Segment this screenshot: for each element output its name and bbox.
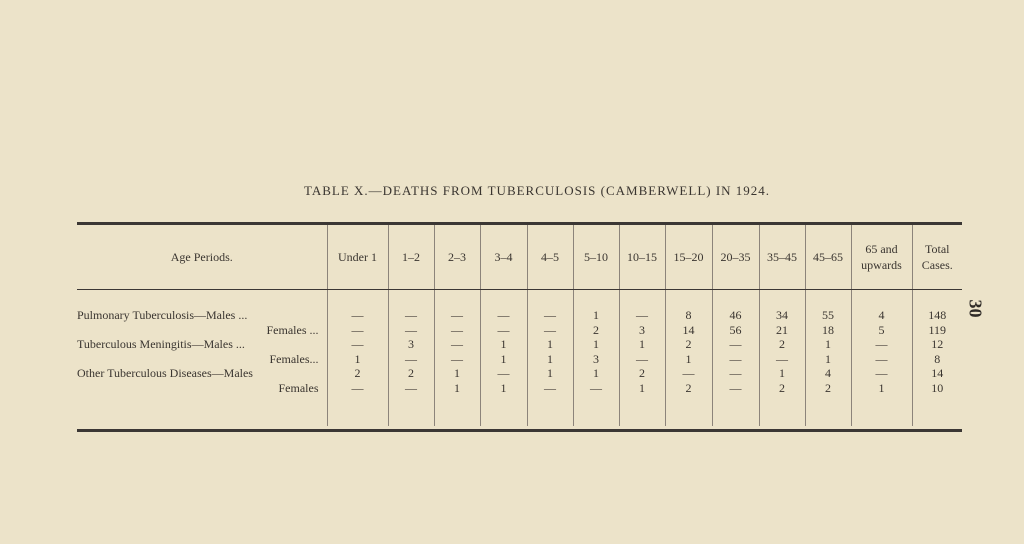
col-header-5-10: 5–10 [573,225,619,290]
table-cell: 4 [805,366,851,381]
table-cell: 34 [759,308,805,323]
row-label: Females [278,380,319,395]
table-cell: 1 [805,352,851,367]
table-row [77,366,962,381]
table-cell: 3 [573,352,619,367]
table-cell: — [434,352,480,367]
table-cell: — [665,366,712,381]
table-cell: 8 [912,352,962,367]
col-header-45-65: 45–65 [805,225,851,290]
table-cell: 3 [388,337,434,352]
table-cell: 2 [619,366,665,381]
col-header-15-20: 15–20 [665,225,712,290]
table-cell: — [434,337,480,352]
table-cell: 2 [327,366,388,381]
table-cell: 1 [573,366,619,381]
table-cell: 2 [388,366,434,381]
table-cell: 8 [665,308,712,323]
table-cell: — [327,323,388,338]
table-cell: 14 [912,366,962,381]
table-cell: 148 [912,308,962,323]
table-cell: 1 [619,381,665,396]
deaths-table [77,225,962,426]
table-cell: — [480,323,527,338]
table-cell: — [327,337,388,352]
row-label: Females... [269,351,319,366]
table-cell: — [619,308,665,323]
spacer-row [77,290,962,309]
table-cell: — [480,366,527,381]
table-cell: — [327,308,388,323]
table-cell: 1 [527,352,573,367]
col-header-3-4: 3–4 [480,225,527,290]
table-cell: — [434,308,480,323]
table-cell: 55 [805,308,851,323]
table-cell: — [388,308,434,323]
table-title: TABLE X.—DEATHS FROM TUBERCULOSIS (CAMBERWELL) IN 1924. [303,183,771,198]
table-row [77,323,962,338]
table-cell: — [327,381,388,396]
table-cell: — [573,381,619,396]
col-header-2-3: 2–3 [434,225,480,290]
table-cell: 1 [805,337,851,352]
table-cell: — [388,352,434,367]
col-header-4-5: 4–5 [527,225,573,290]
table-cell: — [851,337,912,352]
table-cell: — [388,323,434,338]
table-cell: 1 [851,381,912,396]
table-row [77,337,962,352]
table-cell: — [388,381,434,396]
deaths-table-container [77,222,962,432]
table-row [77,308,962,323]
table-cell: — [712,337,759,352]
table-cell: 2 [805,381,851,396]
table-cell: — [712,381,759,396]
table-cell: 14 [665,323,712,338]
table-cell: 1 [527,366,573,381]
table-cell: 2 [665,381,712,396]
table-cell: 46 [712,308,759,323]
table-cell: 119 [912,323,962,338]
table-cell: 21 [759,323,805,338]
table-cell: — [712,352,759,367]
table-cell: — [527,323,573,338]
col-header-10-15: 10–15 [619,225,665,290]
header-row [77,225,962,290]
table-cell: 1 [480,381,527,396]
col-header-65-upwards: 65 and upwards [851,225,912,290]
table-cell: 1 [619,337,665,352]
col-header-under-1: Under 1 [327,225,388,290]
col-header-35-45: 35–45 [759,225,805,290]
table-row [77,381,962,396]
table-cell: 10 [912,381,962,396]
table-cell: — [434,323,480,338]
table-row [77,352,962,367]
table-cell: — [619,352,665,367]
table-cell: 4 [851,308,912,323]
table-cell: — [527,308,573,323]
table-cell: 1 [665,352,712,367]
table-cell: — [527,381,573,396]
table-cell: 5 [851,323,912,338]
row-label: Pulmonary Tuberculosis—Males ... [77,308,248,322]
row-label: Tuberculous Meningitis—Males ... [77,337,245,352]
row-label: Females ... [266,322,319,337]
table-cell: 1 [573,308,619,323]
table-cell: 2 [573,323,619,338]
table-cell: 18 [805,323,851,338]
col-header-age-periods: Age Periods. [77,225,327,290]
table-cell: 2 [759,337,805,352]
table-cell: 2 [759,381,805,396]
table-cell: 3 [619,323,665,338]
table-cell: 1 [327,352,388,367]
table-cell: 1 [480,352,527,367]
col-header-total-cases: Total Cases. [912,225,962,290]
table-cell: 1 [759,366,805,381]
page-number: 30 [965,299,986,318]
table-cell: 1 [434,366,480,381]
table-cell: 1 [480,337,527,352]
table-cell: 1 [527,337,573,352]
table-cell: 12 [912,337,962,352]
spacer-row [77,396,962,426]
table-cell: 2 [665,337,712,352]
col-header-1-2: 1–2 [388,225,434,290]
row-label: Other Tuberculous Diseases—Males [77,366,253,381]
table-cell: 1 [434,381,480,396]
table-cell: — [712,366,759,381]
table-cell: — [851,352,912,367]
table-body [77,290,962,426]
table-cell: — [759,352,805,367]
table-cell: 56 [712,323,759,338]
table-cell: — [480,308,527,323]
table-cell: — [851,366,912,381]
col-header-20-35: 20–35 [712,225,759,290]
table-cell: 1 [573,337,619,352]
